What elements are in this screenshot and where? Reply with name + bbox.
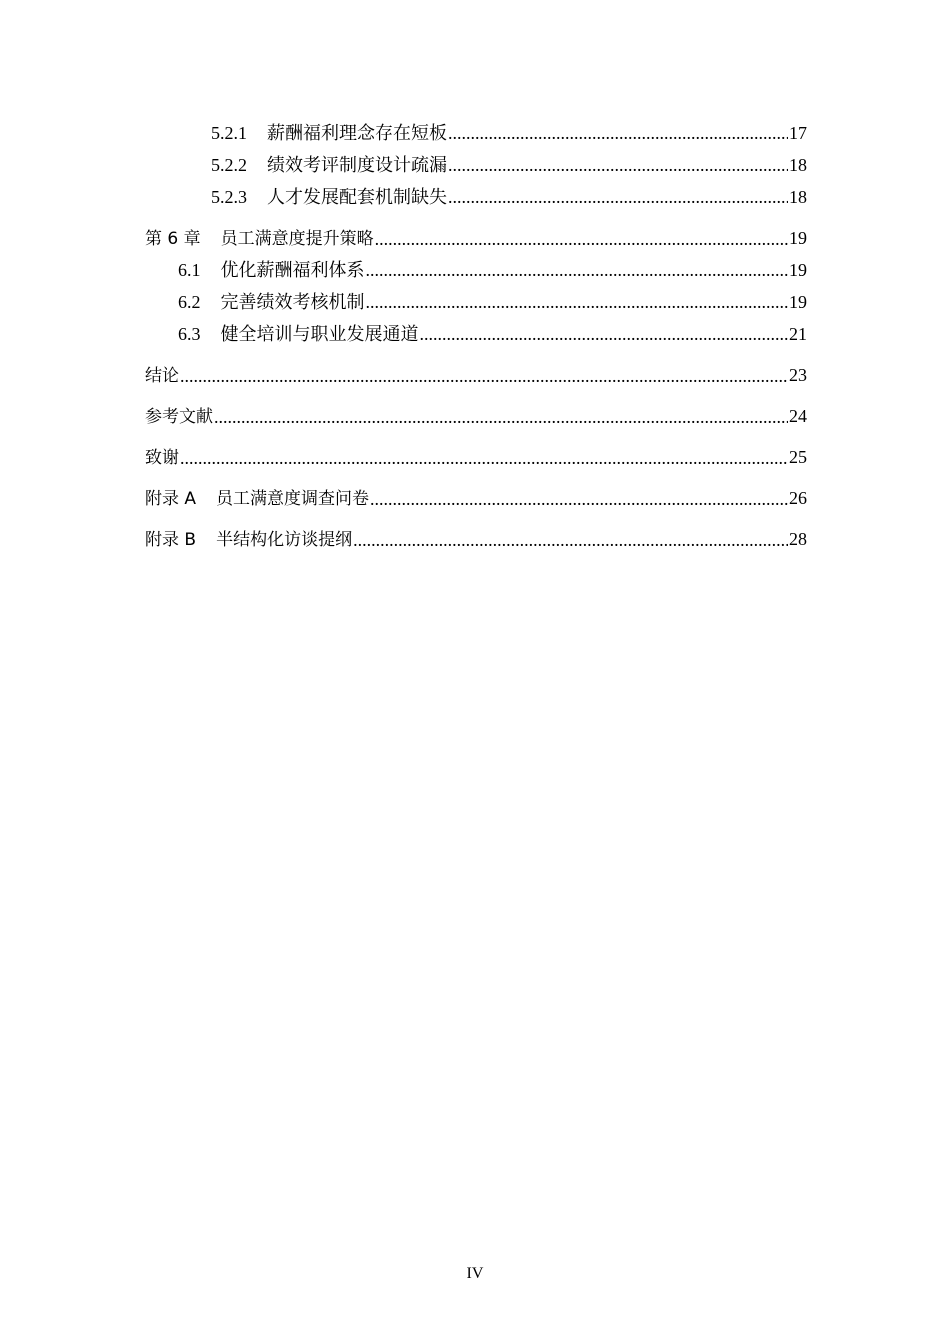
toc-leader-dots [448, 156, 788, 174]
toc-entry[interactable] [145, 117, 807, 149]
toc-entry[interactable] [145, 318, 807, 350]
toc-entry-title: 薪酬福利理念存在短板 [267, 123, 447, 143]
toc-leader-dots [180, 449, 788, 467]
toc-entry-page: 21 [789, 324, 807, 344]
toc-entry-page: 19 [789, 228, 807, 248]
toc-entry[interactable] [145, 483, 807, 514]
toc-leader-dots [448, 188, 788, 206]
toc-leader-dots [180, 367, 788, 385]
toc-entry[interactable] [145, 223, 807, 254]
toc-entry[interactable] [145, 286, 807, 318]
toc-entry-number: 5.2.1 [211, 123, 247, 143]
toc-leader-dots [375, 230, 788, 248]
toc-leader-dots [353, 531, 788, 549]
toc-entry-title: 绩效考评制度设计疏漏 [267, 155, 447, 175]
page-number-footer: IV [466, 1265, 484, 1282]
toc-entry-page: 18 [789, 187, 807, 207]
toc-entry-title: 致谢 [145, 448, 179, 468]
toc-entry-page: 26 [789, 488, 807, 508]
toc-entry[interactable] [145, 181, 807, 213]
toc-entry[interactable] [145, 149, 807, 181]
toc-entry-number: 第 6 章 [145, 229, 201, 249]
toc-entry-page: 19 [789, 260, 807, 280]
toc-entry-page: 23 [789, 365, 807, 385]
toc-leader-dots [366, 261, 789, 279]
toc-entry-number: 6.3 [178, 324, 201, 344]
toc-leader-dots [370, 490, 788, 508]
toc-entry-number: 附录 B [145, 530, 197, 550]
toc-entry-number: 6.1 [178, 260, 201, 280]
toc-entry-title: 结论 [145, 366, 179, 386]
toc-entry-title: 完善绩效考核机制 [220, 292, 365, 312]
toc-entry-number: 6.2 [178, 292, 201, 312]
toc-entry-number: 附录 A [145, 489, 197, 509]
toc-entry-number: 5.2.3 [211, 187, 247, 207]
toc-entry-title: 员工满意度提升策略 [220, 229, 374, 249]
toc-entry-page: 25 [789, 447, 807, 467]
toc-entry[interactable] [145, 401, 807, 432]
toc-entry-title: 参考文献 [145, 407, 213, 427]
toc-entry-title: 健全培训与职业发展通道 [220, 324, 419, 344]
toc-entry-title: 人才发展配套机制缺失 [267, 187, 447, 207]
toc-leader-dots [448, 124, 788, 142]
toc-entry-page: 17 [789, 123, 807, 143]
toc-entry-title: 半结构化访谈提纲 [216, 530, 353, 550]
toc-entry-number: 5.2.2 [211, 155, 247, 175]
toc-entry-title: 员工满意度调查问卷 [216, 489, 370, 509]
toc-entry[interactable] [145, 524, 807, 555]
toc-entry-title: 优化薪酬福利体系 [220, 260, 365, 280]
toc-entry-page: 19 [789, 292, 807, 312]
toc-entry-page: 28 [789, 529, 807, 549]
toc-entry[interactable] [145, 254, 807, 286]
toc-entry[interactable] [145, 360, 807, 391]
toc-entry[interactable] [145, 442, 807, 473]
table-of-contents [145, 117, 807, 555]
toc-entry-page: 18 [789, 155, 807, 175]
toc-entry-page: 24 [789, 406, 807, 426]
toc-leader-dots [420, 325, 789, 343]
toc-leader-dots [366, 293, 789, 311]
toc-leader-dots [214, 408, 788, 426]
